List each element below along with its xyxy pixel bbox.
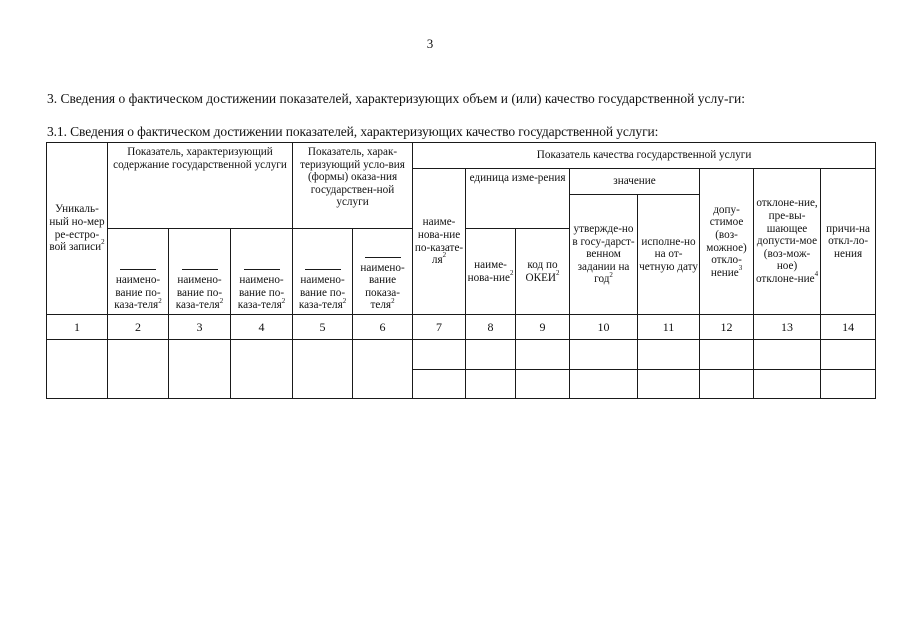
column-number: 5	[293, 315, 353, 340]
blank-field-line	[244, 269, 280, 270]
section-3-heading: 3. Сведения о фактическом достижении показателей, характеризующих объем и (или) качество государственной услу-ги:	[47, 91, 745, 106]
header-value: значение	[570, 169, 700, 195]
empty-cell	[754, 340, 821, 370]
header-condition-name-1: наимено-вание по-каза-теля$^2$	[293, 229, 353, 315]
empty-cell	[169, 340, 231, 399]
column-number: 9	[516, 315, 570, 340]
empty-cell	[47, 340, 108, 399]
column-number: 3	[169, 315, 231, 340]
empty-cell	[353, 340, 413, 399]
blank-field-line	[365, 257, 401, 258]
column-number: 6	[353, 315, 413, 340]
header-unit-name: наиме-нова-ние$^2$	[466, 229, 516, 315]
blank-field-line	[305, 269, 341, 270]
header-registry-number: Уникаль-ный но-мер ре-естро-вой записи$^2$	[47, 143, 108, 315]
empty-cell	[754, 370, 821, 399]
header-condition-name-2: наимено-вание показа-теля$^2$	[353, 229, 413, 315]
empty-cell	[466, 340, 516, 370]
column-number: 11	[638, 315, 700, 340]
header-value-approved: утвержде-но в госу-дарст-венном задании на год$^2$	[570, 195, 638, 315]
empty-cell	[821, 370, 876, 399]
table-row	[47, 340, 876, 370]
empty-cell	[700, 370, 754, 399]
header-quality-indicator: Показатель качества государственной услуги	[413, 143, 876, 169]
header-quality-indicator-name: наиме-нова-ние $по-казате-ля^2$	[413, 169, 466, 315]
blank-field-line	[182, 269, 218, 270]
empty-cell	[570, 340, 638, 370]
empty-cell	[231, 340, 293, 399]
empty-cell	[516, 370, 570, 399]
header-unit-okei: код по ОКЕИ$^2$	[516, 229, 570, 315]
column-number: 7	[413, 315, 466, 340]
header-deviation-reason: причи-на откл-ло-нения	[821, 169, 876, 315]
column-number: 4	[231, 315, 293, 340]
empty-cell	[638, 340, 700, 370]
section-3-1-heading: 3.1. Сведения о фактическом достижении показателей, характеризующих качество государственной услуги:	[47, 124, 659, 139]
header-content-indicator: Показатель, характеризующий содержание государственной услуги	[108, 143, 293, 229]
empty-cell	[516, 340, 570, 370]
column-number: 2	[108, 315, 169, 340]
column-number-row	[47, 315, 876, 340]
header-content-name-1: наимено-вание по-каза-теля$^2$	[108, 229, 169, 315]
empty-cell	[108, 340, 169, 399]
column-number: 10	[570, 315, 638, 340]
column-number: 14	[821, 315, 876, 340]
page-number: 3	[426, 36, 434, 51]
header-conditions-indicator: Показатель, харак-теризующий усло-вия (формы) оказа-ния государствен-ной услуги	[293, 143, 413, 229]
column-number: 13	[754, 315, 821, 340]
header-value-executed: исполне-но на от-четную дату	[638, 195, 700, 315]
empty-cell	[638, 370, 700, 399]
empty-cell	[413, 340, 466, 370]
header-deviation-exceeding: отклоне-ние, пре-вы-шающее допусти-мое (воз-мож-ное) отклоне-ние$^4$	[754, 169, 821, 315]
empty-cell	[413, 370, 466, 399]
empty-cell	[466, 370, 516, 399]
empty-cell	[700, 340, 754, 370]
quality-indicators-table	[46, 142, 876, 399]
empty-cell	[821, 340, 876, 370]
header-unit-of-measure: единица изме-рения	[466, 169, 570, 229]
column-number: 12	[700, 315, 754, 340]
empty-cell	[293, 340, 353, 399]
header-allowed-deviation: допу-стимое (воз-можное) откло-нение$^3$	[700, 169, 754, 315]
empty-cell	[570, 370, 638, 399]
column-number: 1	[47, 315, 108, 340]
column-number: 8	[466, 315, 516, 340]
header-content-name-2: наимено-вание по-каза-теля$^2$	[169, 229, 231, 315]
header-content-name-3: наимено-вание по-каза-теля$^2$	[231, 229, 293, 315]
blank-field-line	[120, 269, 156, 270]
